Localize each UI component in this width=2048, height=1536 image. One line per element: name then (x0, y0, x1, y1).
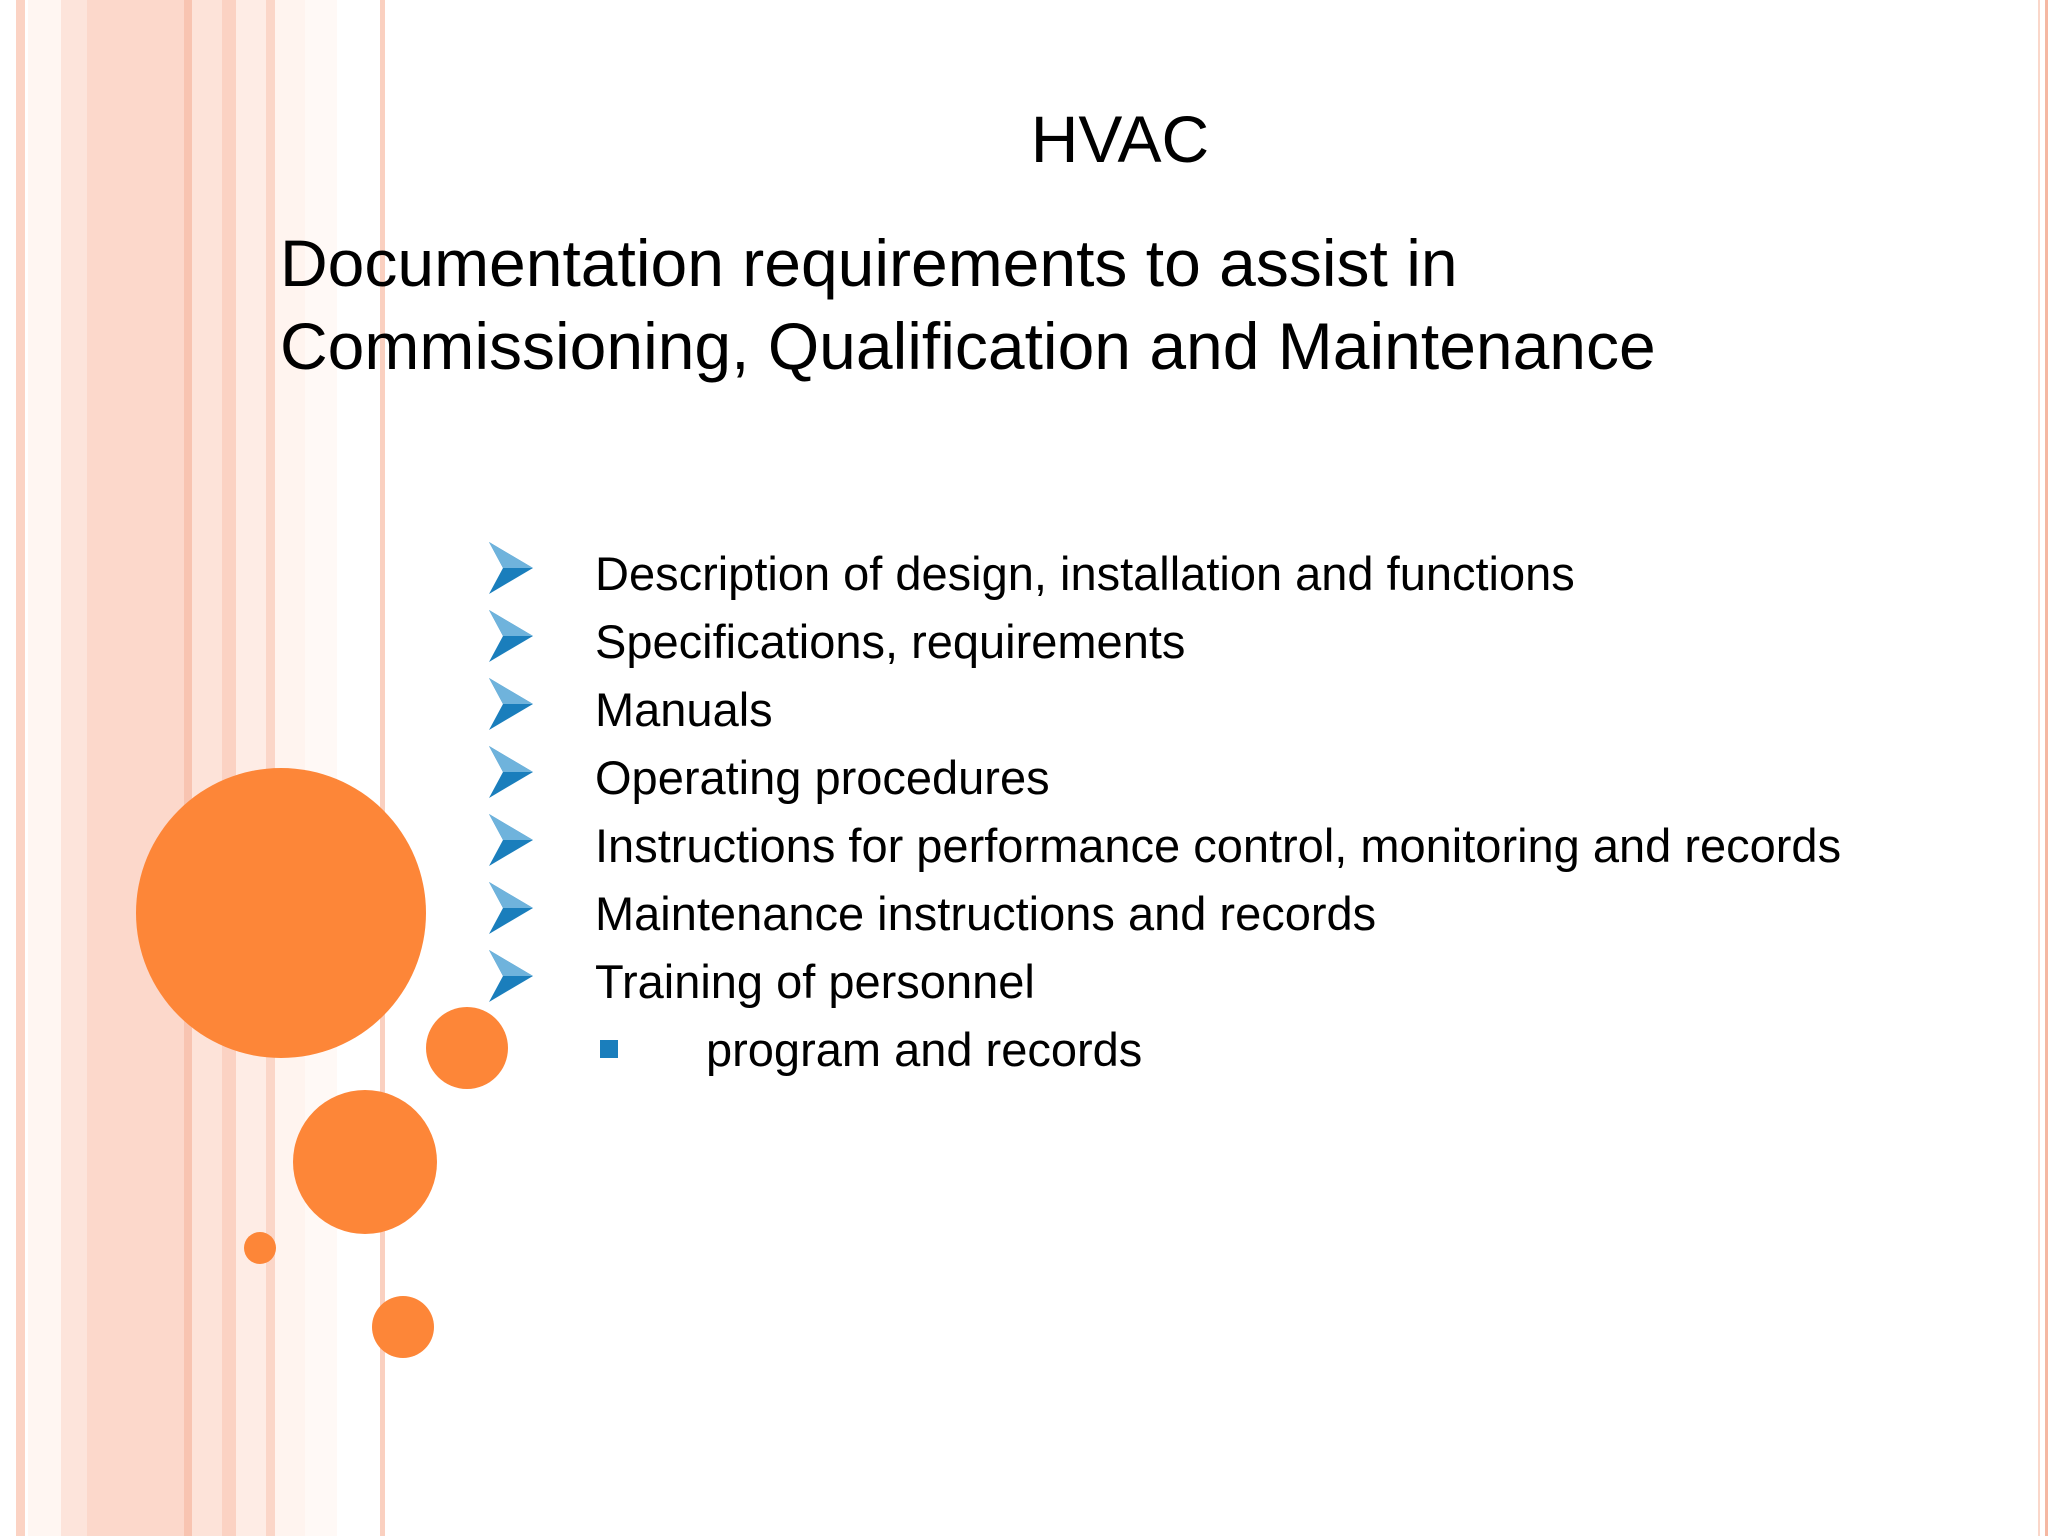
stripe (222, 0, 236, 1536)
slide-subtitle: Documentation requirements to assist in Commissioning, Qualification and Maintenance (280, 226, 1656, 383)
right-border-stripe (2038, 0, 2040, 1536)
bullet-item (486, 812, 1926, 880)
subbullet-group (486, 1016, 1926, 1084)
decorative-circle (293, 1090, 437, 1234)
bullet-item (486, 608, 1926, 676)
subbullet-list (486, 1016, 1926, 1084)
bullet-text: Manuals (595, 683, 773, 736)
subbullet-item (486, 1016, 1926, 1084)
bullet-item (486, 948, 1926, 1016)
subbullet-text: program and records (706, 1023, 1143, 1076)
decorative-circle (136, 768, 426, 1058)
stripe (28, 0, 61, 1536)
arrow-bullet-icon (489, 678, 533, 730)
arrow-bullet-icon (489, 746, 533, 798)
bullet-item (486, 880, 1926, 948)
bullet-text: Specifications, requirements (595, 615, 1186, 668)
stripe (61, 0, 87, 1536)
bullet-text: Instructions for performance control, monitoring and records (595, 819, 1842, 872)
bullet-text: Training of personnel (595, 955, 1035, 1008)
slide-title: HVAC (1030, 102, 1210, 176)
arrow-bullet-icon (489, 814, 533, 866)
bullet-item (486, 744, 1926, 812)
stripe (87, 0, 184, 1536)
bullet-list (486, 540, 1926, 1084)
stripe (236, 0, 266, 1536)
arrow-bullet-icon (489, 950, 533, 1002)
bullet-text: Maintenance instructions and records (595, 887, 1377, 940)
stripe (16, 0, 25, 1536)
bullet-item (486, 540, 1926, 608)
arrow-bullet-icon (489, 542, 533, 594)
stripe (184, 0, 192, 1536)
decorative-circle (244, 1232, 276, 1264)
arrow-bullet-icon (489, 610, 533, 662)
arrow-bullet-icon (489, 882, 533, 934)
square-bullet-icon (600, 1040, 618, 1058)
decorative-circle (372, 1296, 434, 1358)
bullet-item (486, 676, 1926, 744)
bullet-text: Operating procedures (595, 751, 1050, 804)
stripe (192, 0, 222, 1536)
bullet-text: Description of design, installation and functions (595, 547, 1575, 600)
